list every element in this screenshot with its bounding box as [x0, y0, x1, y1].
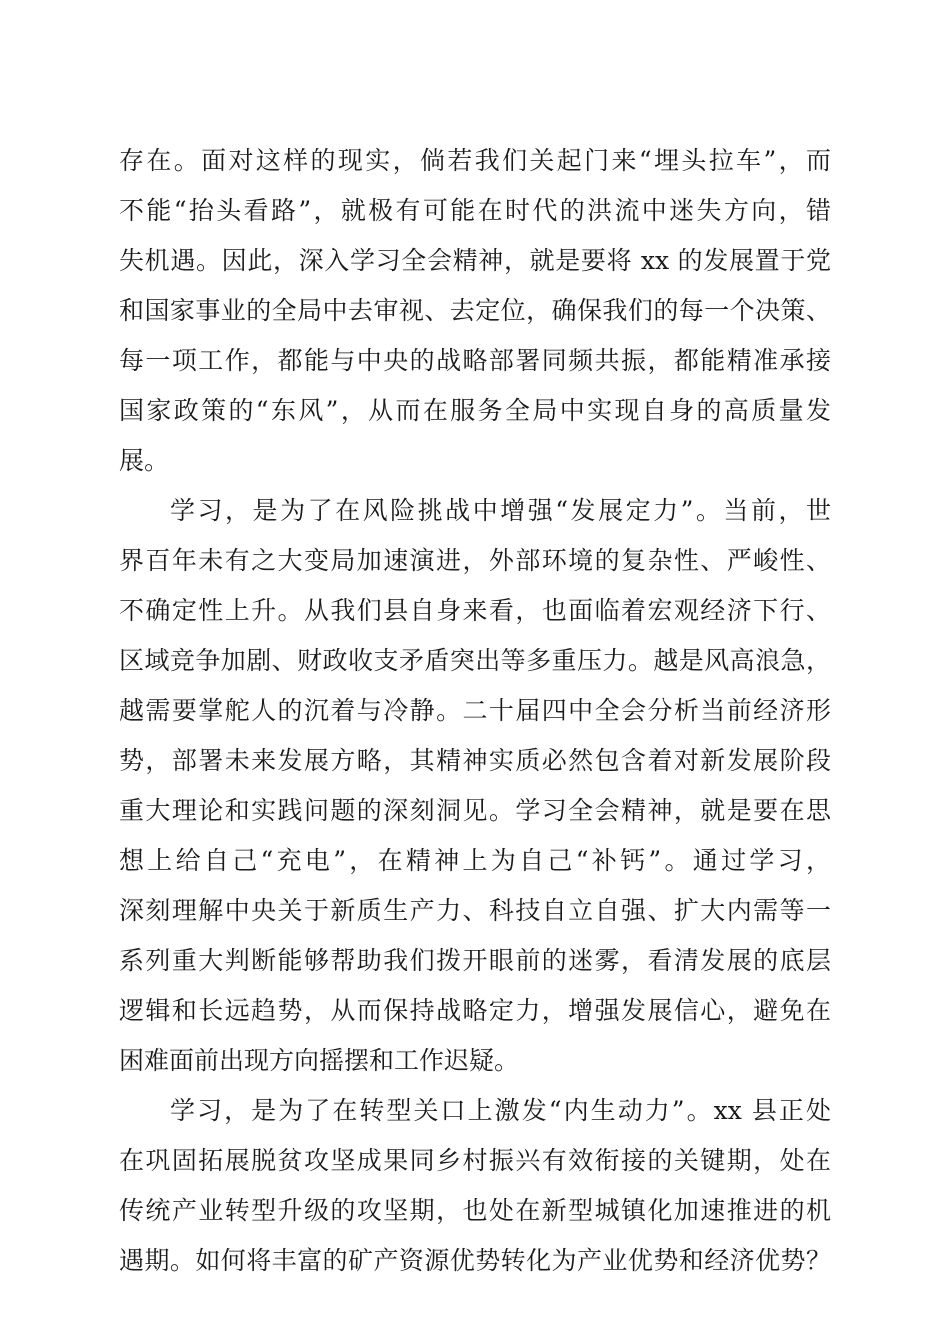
text-line: 想上给自己“充电”，在精神上为自己“补钙”。通过学习， [119, 846, 831, 875]
text-line: 国家政策的“东风”，从而在服务全局中实现自身的高质量发 [119, 396, 831, 425]
text-line: 界百年未有之大变局加速演进，外部环境的复杂性、严峻性、 [119, 546, 831, 575]
text-line: 不确定性上升。从我们县自身来看，也面临着宏观经济下行、 [119, 596, 831, 625]
text-line: 困难面前出现方向摇摆和工作迟疑。 [119, 1046, 520, 1075]
text-line: 区域竞争加剧、财政收支矛盾突出等多重压力。越是风高浪急， [119, 646, 831, 675]
text-line: 深刻理解中央关于新质生产力、科技自立自强、扩大内需等一 [119, 896, 831, 925]
text-line: 势，部署未来发展方略，其精神实质必然包含着对新发展阶段 [119, 746, 831, 775]
paragraph-first-line: 学习，是为了在转型关口上激发“内生动力”。xx 县正处 [170, 1096, 831, 1125]
text-line: 和国家事业的全局中去审视、去定位，确保我们的每一个决策、 [119, 296, 831, 325]
text-line: 不能“抬头看路”，就极有可能在时代的洪流中迷失方向，错 [119, 196, 831, 225]
paragraph-first-line: 学习，是为了在风险挑战中增强“发展定力”。当前，世 [170, 496, 831, 525]
text-line: 在巩固拓展脱贫攻坚成果同乡村振兴有效衔接的关键期，处在 [119, 1146, 831, 1175]
text-line: 系列重大判断能够帮助我们拨开眼前的迷雾，看清发展的底层 [119, 946, 831, 975]
text-line: 失机遇。因此，深入学习全会精神，就是要将 xx 的发展置于党 [119, 246, 831, 275]
text-line: 展。 [119, 446, 170, 475]
text-line: 重大理论和实践问题的深刻洞见。学习全会精神，就是要在思 [119, 796, 831, 825]
text-line: 存在。面对这样的现实，倘若我们关起门来“埋头拉车”，而 [119, 146, 831, 175]
text-line: 逻辑和长远趋势，从而保持战略定力，增强发展信心，避免在 [119, 996, 831, 1025]
text-line: 遇期。如何将丰富的矿产资源优势转化为产业优势和经济优势？ [119, 1246, 831, 1275]
text-line: 传统产业转型升级的攻坚期，也处在新型城镇化加速推进的机 [119, 1196, 831, 1225]
text-line: 每一项工作，都能与中央的战略部署同频共振，都能精准承接 [119, 346, 831, 375]
text-line: 越需要掌舵人的沉着与冷静。二十届四中全会分析当前经济形 [119, 696, 831, 725]
